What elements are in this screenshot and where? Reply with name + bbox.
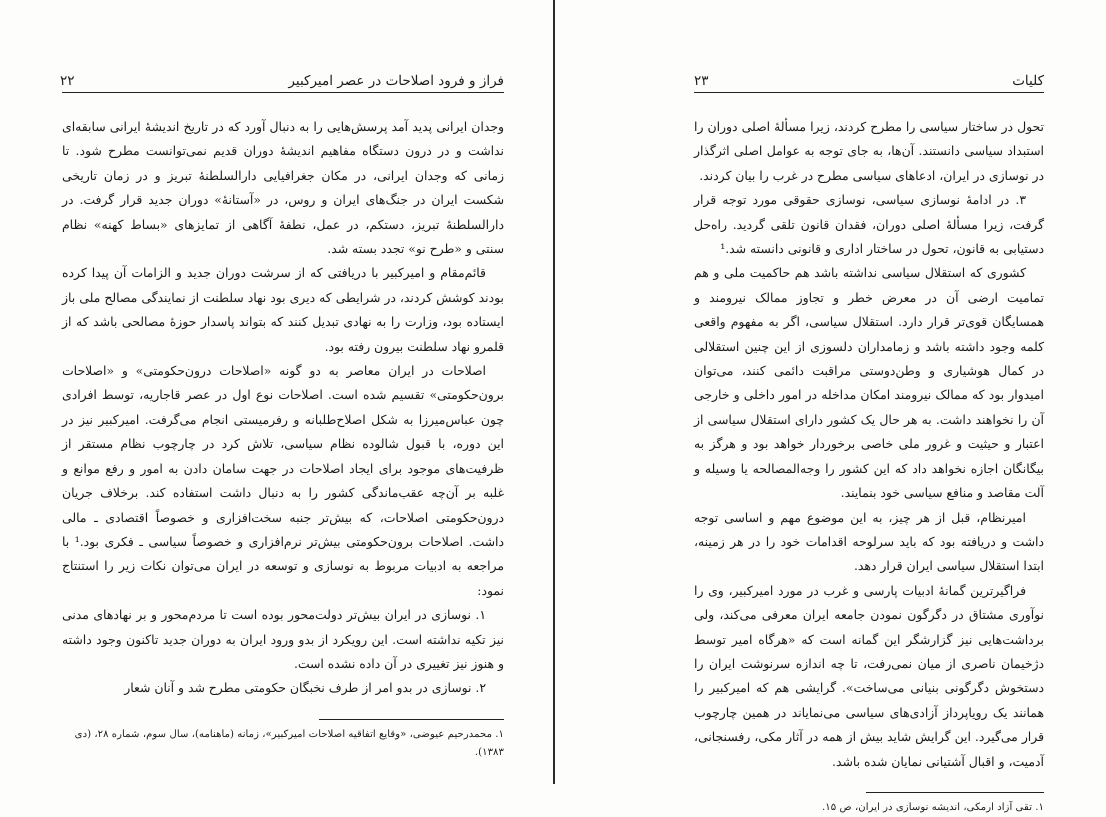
footnotes [694, 799, 1044, 817]
right-page [694, 70, 1044, 813]
header-title: فراز و فرود اصلاحات در عصر امیرکبیر [288, 73, 504, 89]
paragraph: ۳. در ادامهٔ نوسازی سیاسی، نوسازی حقوقی مورد توجه قرار گرفت، زیرا مسألهٔ اصلی دوران، فقدان قانون تلقی گردید. راه‌حل دستیابی به قانون، تحول در ساختار اداری و قانونی دانسته شد.¹ [694, 192, 1044, 257]
page-number: ۲۲ [60, 73, 75, 89]
footnotes [62, 726, 504, 762]
page-number: ۲۳ [694, 73, 709, 89]
book-spine [553, 0, 555, 784]
footnote-divider [319, 719, 504, 720]
body-text [62, 115, 504, 701]
paragraph: قائم‌مقام و امیرکبیر با دریافتی که از سرشت دوران جدید و الزامات آن پیدا کرده بودند کوشش کردند، در شرایطی که دیری بود نهاد سلطنت از نمایندگی مصالح ملی باز ایستاده بود، وزارت را به نهادی تبدیل کنند که بتواند پاسدار حوزهٔ مصالحی باشد که از قلمرو نهاد سلطنت بیرون رفته بود. [62, 265, 504, 354]
paragraph: امیرنظام، قبل از هر چیز، به این موضوع مهم و اساسی توجه داشت و دریافته بود که باید سرلوحه اقدامات خود را در هر زمینه، ابتدا استقلال سیاسی ایران قرار دهد. [694, 509, 1044, 574]
header-title: کلیات [1012, 73, 1044, 89]
running-header [694, 70, 1044, 93]
paragraph: فراگیرترین گمانهٔ ادبیات پارسی و غرب در مورد امیرکبیر، وی را نوآوری مشتاق در دگرگون نمودن جامعه ایران معرفی می‌کند، ولی برداشت‌هایی نیز گزارشگر این گمانه است که «هرگاه امیر توسط دژخیمان ناصری از میان نمی‌رفت، تا چه اندازه سرنوشت ایران را دستخوش دگرگونی بنیانی می‌ساخت». گرایشی هم که امیرکبیر را همانند یک رویاپرداز آزادی‌های سیاسی می‌نمایاند در همین چارچوب قرار می‌گیرد. این گرایش شاید بیش از همه در آثار مکی، رفسنجانی، آدمیت، و اقبال آشتیانی نمایان شده باشد. [694, 582, 1044, 769]
running-header [62, 70, 504, 93]
footnote: ۱. تقی آزاد ارمکی، اندیشه نوسازی در ایران، ص ۱۵. [822, 801, 1044, 813]
body-text [694, 115, 1044, 774]
paragraph: کشوری که استقلال سیاسی نداشته باشد هم حاکمیت ملی و هم تمامیت ارضی آن در معرض خطر و تجاوز ممالک نیرومند و همسایگان قوی‌تر قرار دارد. استقلال سیاسی، اگر به مفهوم واقعی کلمه وجود داشته باشد و زمامداران دلسوزی از این چنین استقلالی در کمال هوشیاری و وطن‌دوستی مراقبت دائمی کنند، می‌توان امیدوار بود که ممالک نیرومند امکان مداخله در امور داخلی و خارجی آن را نخواهند داشت. به هر حال یک کشور دارای استقلال سیاسی از اعتبار و حیثیت و غرور ملی خاصی برخوردار خواهد بود و هرگز به بیگانگان اجازه نخواهد داد که این کشور را وجه‌المصالحه یا وسیله و آلت مقاصد و منافع سیاسی خود بنمایند. [694, 265, 1044, 501]
paragraph: تحول در ساختار سیاسی را مطرح کردند، زیرا مسألهٔ اصلی دوران را استبداد سیاسی دانستند. آن‌ها، به جای توجه به عوامل اصلی اثرگذار در نوسازی در ایران، ادعاهای سیاسی مطرح در غرب را بیان کردند. [694, 119, 1044, 183]
footnote: ۱. محمدرحیم عیوضی، «وقایع اتفاقیه اصلاحات امیرکبیر»، زمانه (ماهنامه)، سال سوم، شماره ۲۸، (دی ۱۳۸۳). [74, 728, 504, 758]
paragraph: ۲. نوسازی در بدو امر از طرف نخبگان حکومتی مطرح شد و آنان شعار [124, 680, 486, 696]
paragraph: وجدان ایرانی پدید آمد پرسش‌هایی را به دنبال آورد که در تاریخ اندیشهٔ ایرانی سابقه‌ای نداشت و در درون دستگاه مفاهیم اندیشهٔ دوران قدیم نمی‌توانست مطرح شود. تا زمانی که وجدان ایرانی، در مکان جغرافیایی دارالسلطنهٔ تبریز و در زمان تاریخی شکست ایران در جنگ‌های ایران و روس، در «آستانهٔ» دوران جدید قرار گرفت. در دارالسلطنهٔ تبریز، دستکم، در عمل، نطفهٔ آگاهی از تمایزهای «بساط کهنه» نظام سنتی و «طرح نو» تجدد بسته شد. [62, 119, 504, 257]
paragraph: ۱. نوسازی در ایران بیش‌تر دولت‌محور بوده است تا مردم‌محور و بر نهادهای مدنی نیز تکیه نداشته است. این رویکرد از بدو ورود ایران به دوران جدید تاکنون وجود داشته و هنوز نیز تغییری در آن داده نشده است. [62, 607, 504, 671]
left-page [62, 70, 504, 784]
footnote-divider [866, 792, 1044, 793]
paragraph: اصلاحات در ایران معاصر به دو گونه «اصلاحات درون‌حکومتی» و «اصلاحات برون‌حکومتی» تقسیم شده است. اصلاحات نوع اول در عصر قاجاریه، توسط افرادی چون عباس‌میرزا به شکل اصلاح‌طلبانه و رفرمیستی انجام می‌گرفت. امیرکبیر نیز در این دوره، با قبول شالوده نظام سیاسی، تلاش کرد در چارچوب نظام مستقر از ظرفیت‌های موجود برای ایجاد اصلاحات در جهت سامان دادن به امور و رفع موانع و غلبه بر آن‌چه عقب‌ماندگی کشور را به دنبال داشت استفاده کند. برخلاف جریان درون‌حکومتی اصلاحات، که بیش‌تر جنبه سخت‌افزاری و خصوصاً اقتصادی ـ مالی داشت. اصلاحات برون‌حکومتی بیش‌تر نرم‌افزاری و خصوصاً سیاسی ـ فکری بود.¹ با مراجعه به ادبیات مربوط به نوسازی و توسعه در ایران می‌توان نکات زیر را استنتاج نمود: [62, 363, 504, 598]
